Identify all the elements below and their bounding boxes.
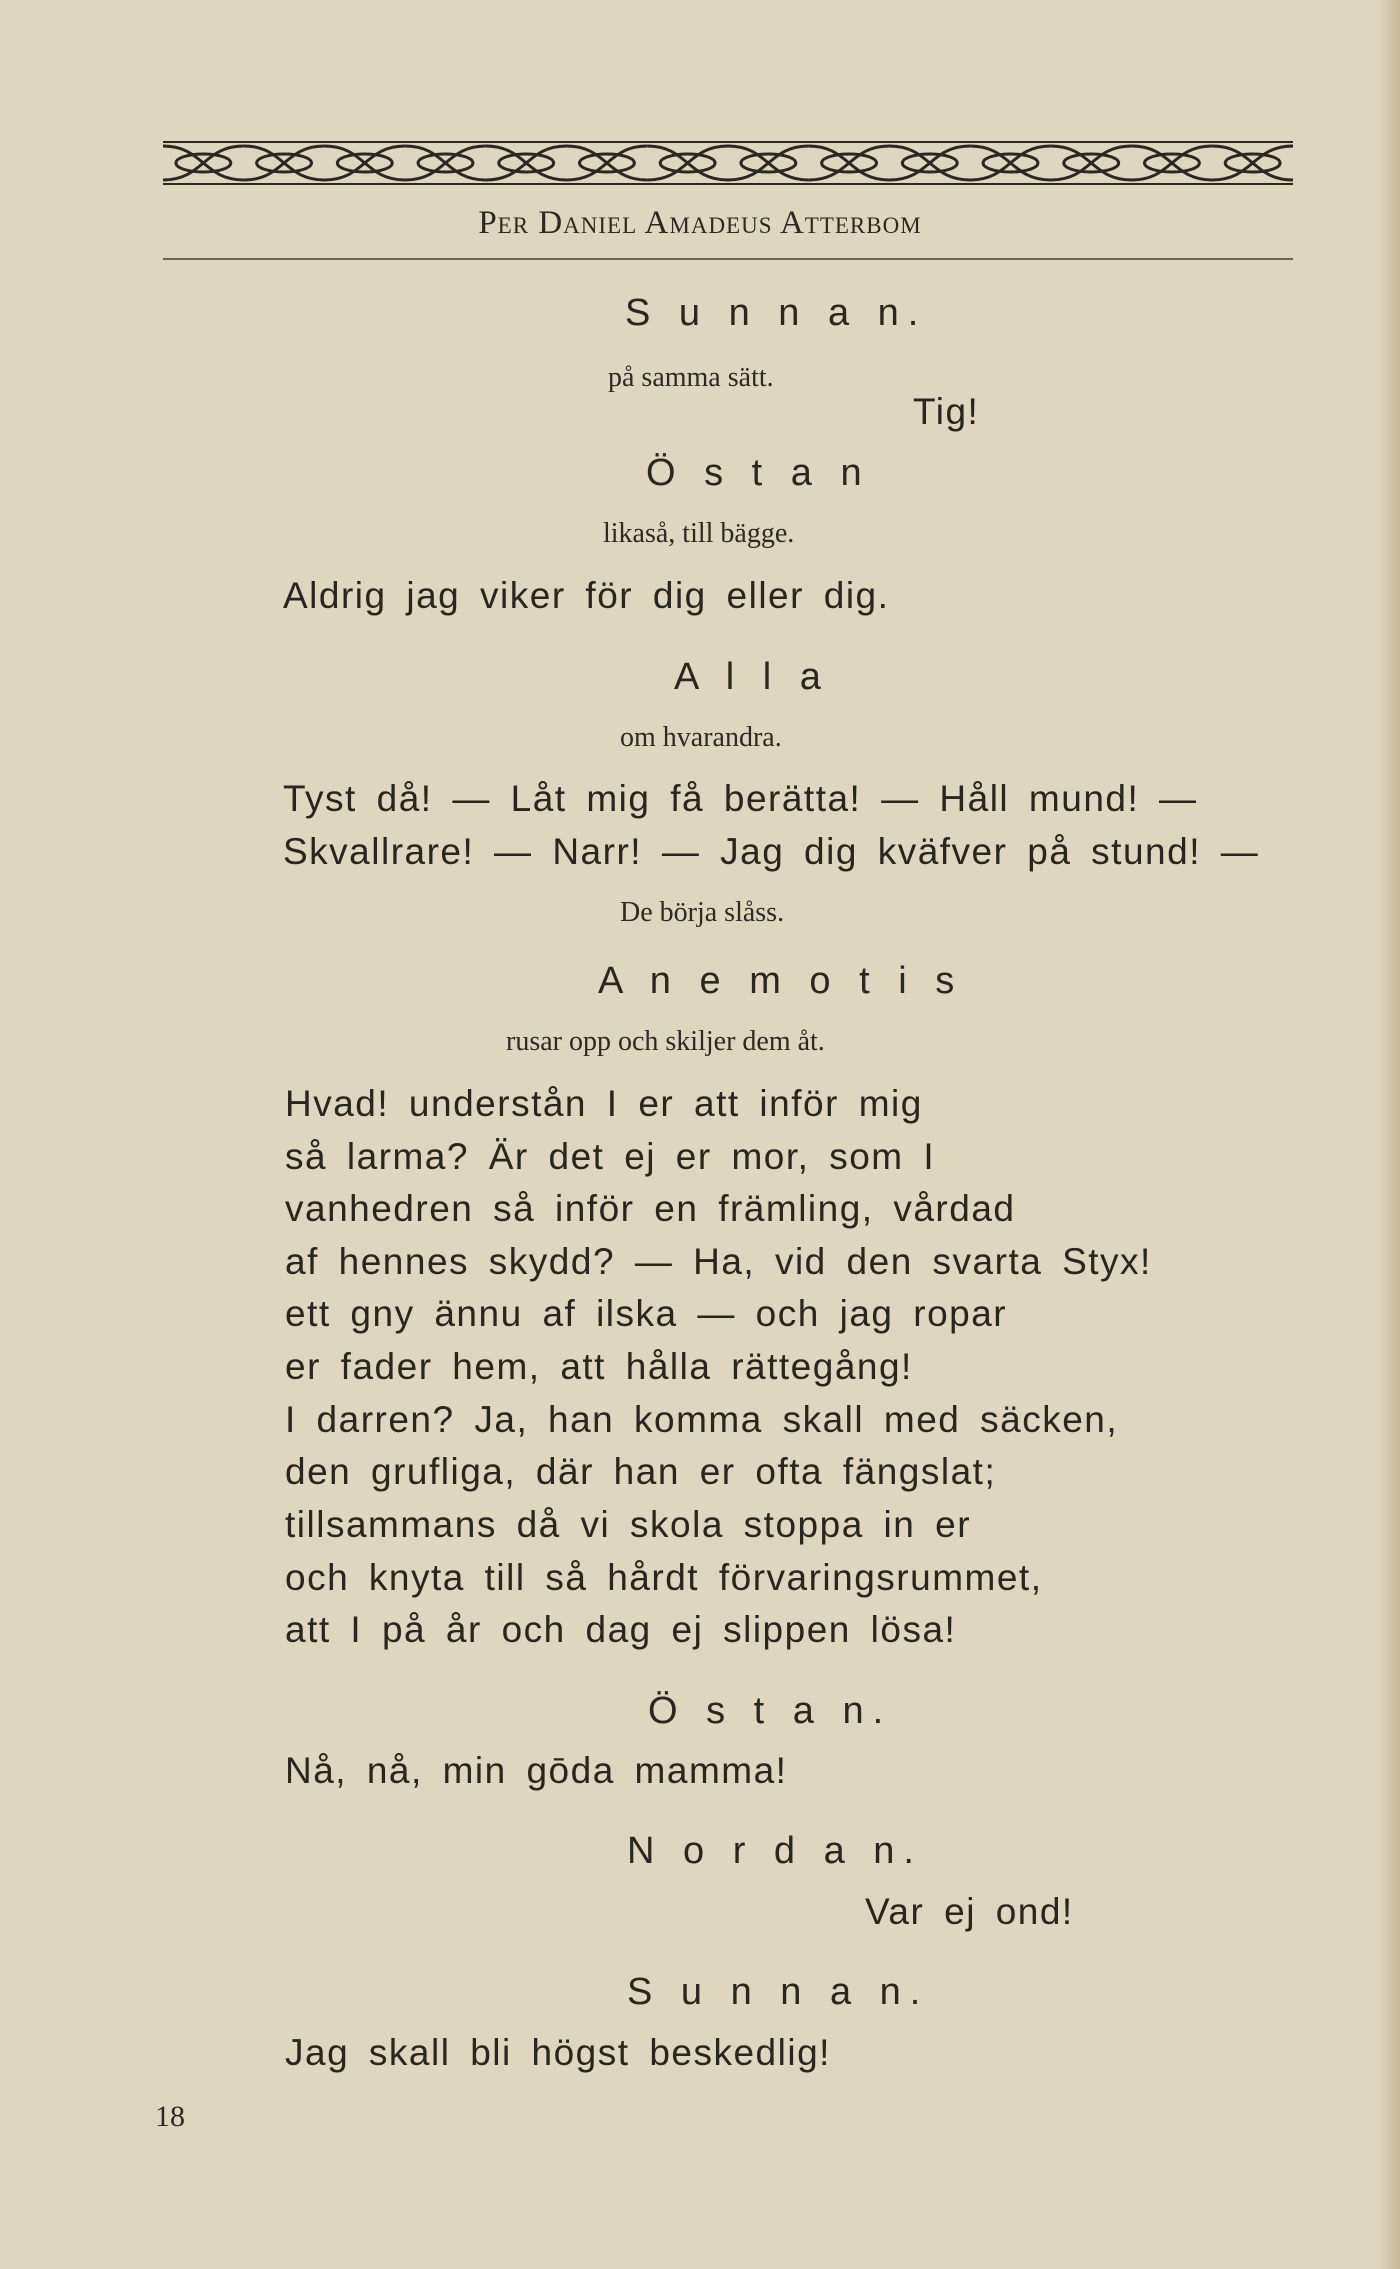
ornament-border	[163, 138, 1293, 188]
speaker-ostan: Ö s t a n	[646, 452, 871, 494]
verse-line: att I på år och dag ej slippen lösa!	[285, 1609, 957, 1650]
verse-line: I darren? Ja, han komma skall med säcken,	[285, 1399, 1119, 1440]
verse-line: tillsammans då vi skola stoppa in er	[285, 1504, 972, 1545]
verse-line: Aldrig jag viker för dig eller dig.	[283, 575, 890, 616]
speaker-sunnan: S u n n a n.	[627, 1971, 930, 2013]
stage-direction: på samma sätt.	[608, 362, 774, 393]
page-edge	[1378, 0, 1400, 2269]
page-number: 18	[155, 2100, 185, 2133]
verse-line: Tyst då! — Låt mig få berätta! — Håll mund! —	[283, 778, 1198, 819]
speaker-sunnan: S u n n a n.	[625, 292, 928, 334]
verse-line: er fader hem, att hålla rättegång!	[285, 1346, 913, 1387]
verse-line: vanhedren så inför en främling, vårdad	[285, 1188, 1016, 1229]
verse-line: Var ej ond!	[865, 1891, 1074, 1932]
verse-line: den grufliga, där han er ofta fängslat;	[285, 1451, 997, 1492]
verse-line: Skvallrare! — Narr! — Jag dig kväfver på stund! —	[283, 831, 1260, 872]
verse-line: ett gny ännu af ilska — och jag ropar	[285, 1293, 1008, 1334]
speaker-anemotis: A n e m o t i s	[598, 960, 964, 1002]
verse-line: så larma? Är det ej er mor, som I	[285, 1136, 936, 1177]
speaker-ostan: Ö s t a n.	[648, 1690, 893, 1732]
speaker-nordan: N o r d a n.	[627, 1830, 923, 1872]
running-head: Per Daniel Amadeus Atterbom	[478, 205, 922, 241]
verse-line: Nå, nå, min gōda mamma!	[285, 1750, 788, 1791]
speaker-alla: A l l a	[674, 656, 830, 698]
verse-line: och knyta till så hårdt förvaringsrummet,	[285, 1557, 1043, 1598]
verse-line: Hvad! understån I er att inför mig	[285, 1083, 923, 1124]
stage-direction: rusar opp och skiljer dem åt.	[506, 1026, 825, 1057]
stage-direction: om hvarandra.	[620, 722, 782, 753]
verse-line: af hennes skydd? — Ha, vid den svarta Styx!	[285, 1241, 1152, 1282]
header-rule	[163, 258, 1293, 260]
stage-direction: likaså, till bägge.	[603, 518, 795, 549]
verse-line: Jag skall bli högst beskedlig!	[285, 2032, 831, 2073]
verse-line: Tig!	[913, 391, 980, 432]
stage-direction: De börja slåss.	[620, 897, 785, 928]
